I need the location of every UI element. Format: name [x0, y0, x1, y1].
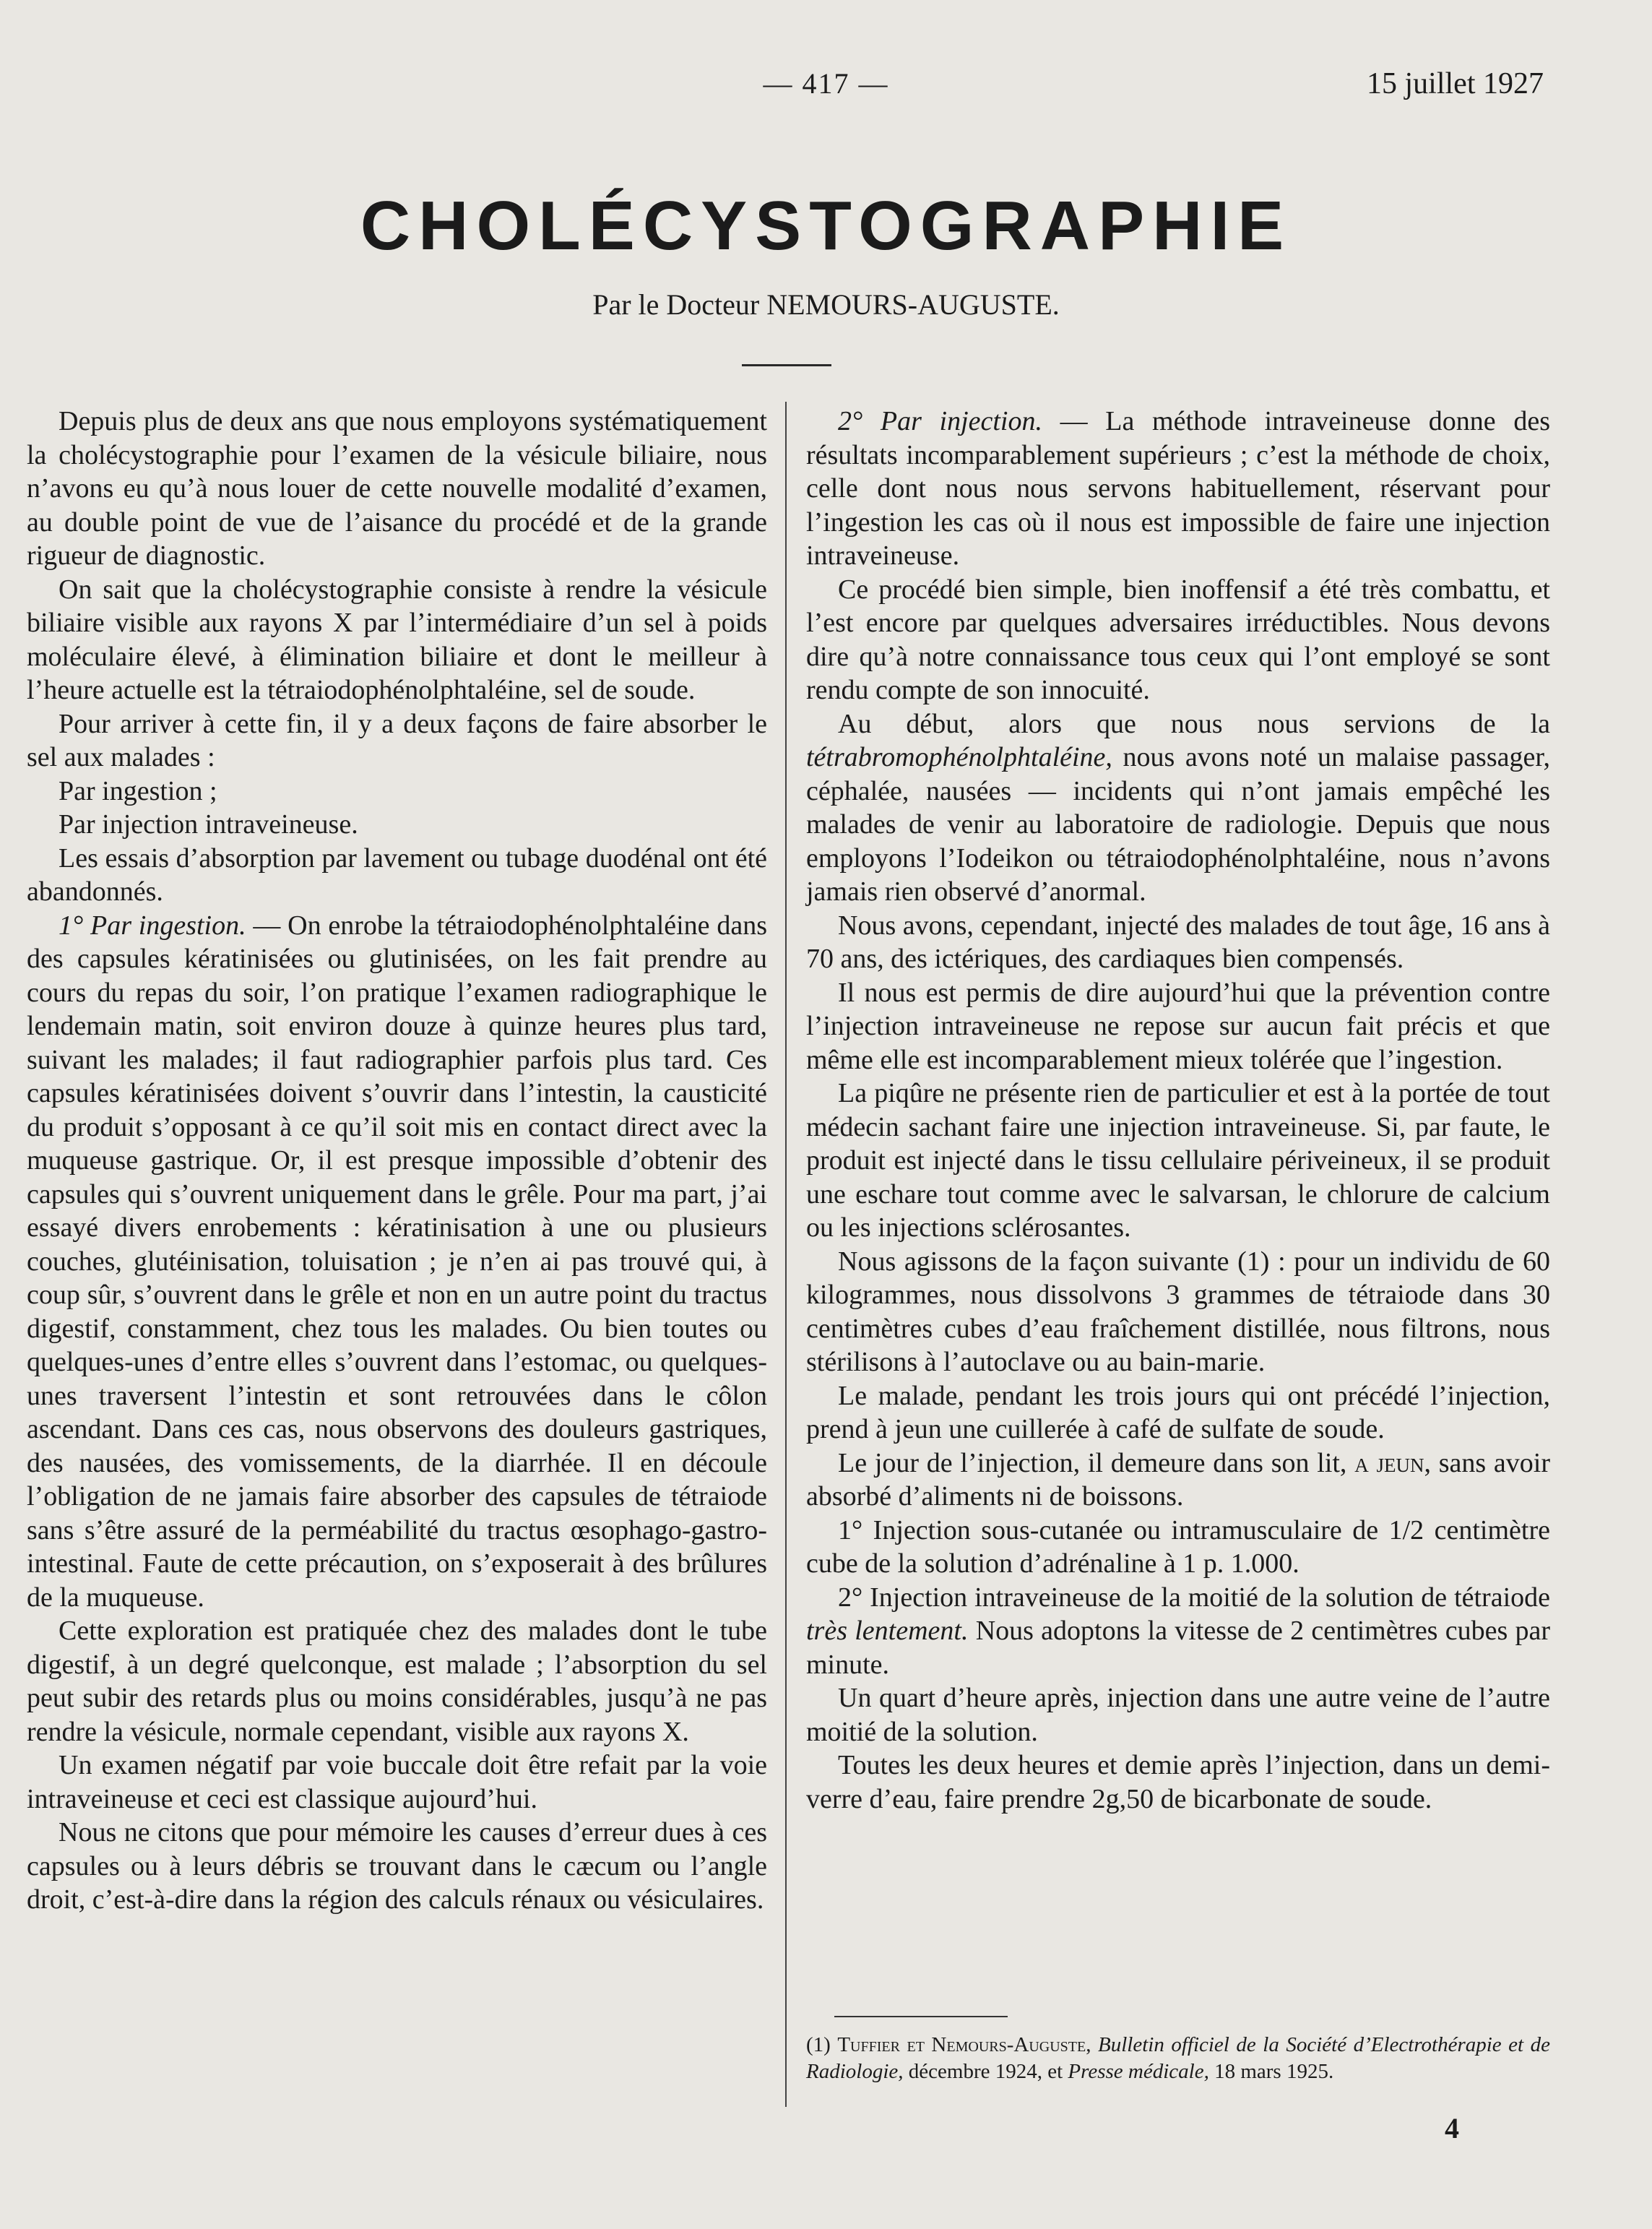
paragraph: Par injection intraveineuse.: [59, 809, 358, 840]
footnote-authors: Tuffier et Nemours-Auguste,: [837, 2033, 1091, 2056]
footnote-journal: Presse médicale,: [1068, 2060, 1209, 2083]
paragraph: Toutes les deux heures et demie après l’injection, dans un demi-verre d’eau, faire prendre 2g,50 de bicarbonate de soude.: [806, 1750, 1550, 1814]
column-divider: [785, 402, 787, 2107]
paragraph-text: nous avons noté un malaise passager, céphalée, nausées — incidents qui n’ont jamais empêché les malades de venir au laboratoire de radiologie. Depuis que nous employons l’Iodeikon ou tétraiodophénolphtaléine, nous n’avons jamais rien observé d’anormal.: [806, 742, 1550, 907]
footnote-journal: Bulletin officiel de la Société d’Electrothérapie et de Radiologie,: [806, 2033, 1551, 2083]
paragraph: Les essais d’absorption par lavement ou tubage duodénal ont été abandonnés.: [27, 842, 767, 907]
paragraph-text: — On enrobe la tétraiodophénolphtaléine dans des capsules kératinisées ou glutinisées, on les fait prendre au cours du repas du soir, l’on pratique l’examen radiographique le lendemain matin, soit environ douze à quinze heures plus tard, suivant les malades; il faut radiographier parfois plus tard. Ces capsules kératinisées doivent s’ouvrir dans l’intestin, la causticité du produit s’opposant à ce qu’il soit mis en contact direct avec la muqueuse gastrique. Or, il est presque impossible d’obtenir des capsules qui s’ouvrent uniquement dans le grêle. Pour ma part, j’ai essayé divers enrobements : kératinisation à une ou plusieurs couches, glutéinisation, toluisation ; je n’en ai pas trouvé qui, à coup sûr, s’ouvrent dans le grêle et non en un autre point du tractus digestif, constamment, chez tous les malades. Ou bien toutes ou quelques-unes d’entre elles s’ouvrent dans l’estomac, ou quelques-unes traversent l’intestin et sont retrouvées dans le côlon ascendant. Dans ces cas, nous observons des douleurs gastriques, des nausées, des vomissements, de la diarrhée. Il en découle l’obligation de ne jamais faire absorber des capsules de tétraiode sans s’être assuré de la perméabilité du tractus œsophago-gastro-intestinal. Faute de cette précaution, on s’exposerait à des brûlures de la muqueuse.: [27, 910, 767, 1613]
paragraph: On sait que la cholécystographie consiste à rendre la vésicule biliaire visible aux rayons X par l’intermédiaire d’un sel à poids moléculaire élevé, à élimination biliaire et dont le meilleur à l’heure actuelle est la tétraiodophénolphtaléine, sel de soude.: [27, 574, 767, 705]
paragraph-text: — La méthode intraveineuse donne des résultats incomparablement supérieurs ; c’est la méthode de choix, celle dont nous nous servons habituellement, réservant pour l’ingestion les cas où il nous est impossible de faire une injection intraveineuse.: [806, 406, 1550, 571]
paragraph: Cette exploration est pratiquée chez des malades dont le tube digestif, à un degré quelconque, est malade ; l’absorption du sel peut subir des retards plus ou moins considérables, jusqu’à ne pas rendre la vésicule, normale cependant, visible aux rayons X.: [27, 1616, 767, 1747]
paragraph: [806, 1581, 1550, 1682]
footnote-rule: [834, 2016, 1008, 2017]
footnote-text: 18 mars 1925.: [1208, 2060, 1334, 2083]
footnote-text: décembre 1924, et: [903, 2060, 1068, 2083]
italic-term: tétrabromophénolphtaléine,: [806, 742, 1112, 772]
page-number: — 417 —: [763, 67, 889, 100]
paragraph: Il nous est permis de dire aujourd’hui que la prévention contre l’injection intraveineuse ne repose sur aucun fait précis et que même elle est incomparablement mieux tolérée que l’ingestion.: [806, 977, 1550, 1075]
left-column: [27, 405, 767, 1917]
paragraph: Le malade, pendant les trois jours qui ont précédé l’injection, prend à jeun une cuillerée à café de sulfate de soude.: [806, 1380, 1550, 1444]
footnote-marker: (1): [806, 2033, 838, 2056]
paragraph: [806, 707, 1550, 909]
paragraph: [806, 1447, 1550, 1514]
paragraph: [806, 405, 1550, 573]
article-byline: Par le Docteur NEMOURS-AUGUSTE.: [592, 288, 1060, 321]
paragraph: Nous avons, cependant, injecté des malades de tout âge, 16 ans à 70 ans, des ictériques, des cardiaques bien compensés.: [806, 910, 1550, 974]
section-label: 2° Par injection.: [838, 406, 1042, 436]
small-caps-term: a jeun,: [1354, 1447, 1431, 1478]
paragraph: Un examen négatif par voie buccale doit être refait par la voie intraveineuse et ceci est classique aujourd’hui.: [27, 1750, 767, 1814]
issue-date: 15 juillet 1927: [1367, 67, 1544, 100]
paragraph: Un quart d’heure après, injection dans une autre veine de l’autre moitié de la solution.: [806, 1683, 1550, 1747]
paragraph: [27, 909, 767, 1615]
paragraph-text: sans avoir absorbé d’aliments ni de boissons.: [806, 1447, 1551, 1512]
italic-term: très lentement.: [806, 1616, 969, 1646]
page-mark: 4: [1445, 2112, 1459, 2144]
paragraph: Depuis plus de deux ans que nous employons systématiquement la cholécystographie pour l’examen de la vésicule biliaire, nous n’avons eu qu’à nous louer de cette nouvelle modalité d’examen, au double point de vue de l’aisance du procédé et de la grande rigueur de diagnostic.: [27, 406, 767, 571]
paragraph-text: Au début, alors que nous nous servions de la: [838, 708, 1550, 739]
paragraph: Nous agissons de la façon suivante (1) : pour un individu de 60 kilogrammes, nous dissolvons 3 grammes de tétraiode dans 30 centimètres cubes d’eau fraîchement distillée, nous filtrons, nous stérilisons à l’autoclave ou au bain-marie.: [806, 1246, 1550, 1377]
footnote: [806, 2032, 1550, 2085]
paragraph: Par ingestion ;: [59, 775, 217, 806]
paragraph-text: Nous adoptons la vitesse de 2 centimètres cubes par minute.: [806, 1616, 1550, 1680]
paragraph-text: 2° Injection intraveineuse de la moitié de la solution de tétraiode: [838, 1582, 1550, 1613]
paragraph: 1° Injection sous-cutanée ou intramusculaire de 1/2 centimètre cube de la solution d’adrénaline à 1 p. 1.000.: [806, 1514, 1550, 1579]
paragraph: Pour arriver à cette fin, il y a deux façons de faire absorber le sel aux malades :: [27, 708, 767, 772]
right-column: [806, 405, 1550, 1816]
paragraph: Ce procédé bien simple, bien inoffensif a été très combattu, et l’est encore par quelques adversaires irréductibles. Nous devons dire qu’à notre connaissance tous ceux qui l’ont employé se sont rendu compte de son innocuité.: [806, 574, 1550, 705]
paragraph: Nous ne citons que pour mémoire les causes d’erreur dues à ces capsules ou à leurs débris se trouvant dans le cæcum ou l’angle droit, c’est-à-dire dans la région des calculs rénaux ou vésiculaires.: [27, 1817, 767, 1915]
paragraph: La piqûre ne présente rien de particulier et est à la portée de tout médecin sachant faire une injection intraveineuse. Si, par faute, le produit est injecté dans le tissu cellulaire périveineux, il se produit une eschare tout comme avec le salvarsan, le chlorure de calcium ou les injections sclérosantes.: [806, 1078, 1550, 1243]
paragraph-text: Le jour de l’injection, il demeure dans son lit,: [838, 1447, 1355, 1478]
title-rule: [742, 364, 831, 366]
article-title: CHOLÉCYSTOGRAPHIE: [360, 187, 1292, 264]
section-label: 1° Par ingestion.: [59, 910, 246, 941]
